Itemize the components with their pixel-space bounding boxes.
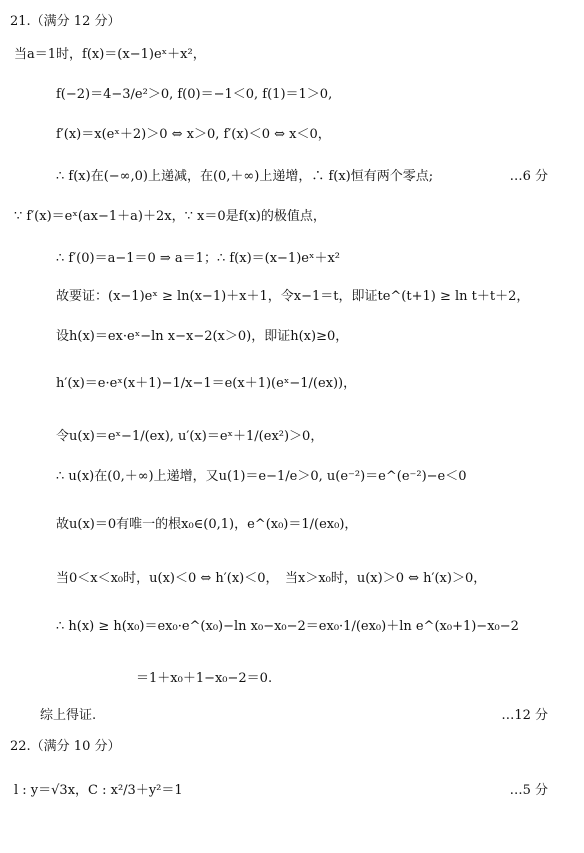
- q21-part1-line1: 当a＝1时，f(x)＝(x−1)eˣ＋x²，: [14, 47, 206, 62]
- q21-line7: 故要证：(x−1)eˣ ≥ ln(x−1)＋x＋1，令x−1＝t，即证te^(t+1) ≥ ln t＋t＋2，: [56, 289, 530, 304]
- q21-line6: ∴ f′(0)＝a−1＝0 ⇒ a＝1；∴ f(x)＝(x−1)eˣ＋x²: [56, 251, 341, 266]
- q21-line9: h′(x)＝e·eˣ(x＋1)−1/x−1＝e(x＋1)(eˣ−1/(ex))，: [56, 376, 357, 391]
- q21-line11: ∴ u(x)在(0,＋∞)上递增，又u(1)＝e−1/e＞0, u(e⁻²)＝e^(e⁻²)−e＜0: [56, 469, 467, 484]
- q21-score-12: …12 分: [501, 708, 548, 723]
- q21-part2-line5: ∵ f′(x)＝eˣ(ax−1＋a)＋2x，∵ x＝0是f(x)的极值点，: [14, 209, 326, 224]
- q21-conclusion: 综上得证.: [40, 708, 97, 723]
- q21-line15: ＝1＋x₀＋1−x₀−2＝0.: [136, 671, 273, 686]
- q21-line13: 当0＜x＜x₀时，u(x)＜0 ⇔ h′(x)＜0， 当x＞x₀时，u(x)＞0 ⇔ h′(x)＞0，: [56, 571, 487, 586]
- q21-line8: 设h(x)＝ex·eˣ−ln x−x−2(x＞0)，即证h(x)≥0，: [56, 329, 349, 344]
- q21-line4: ∴ f(x)在(−∞,0)上递减，在(0,＋∞)上递增，∴ f(x)恒有两个零点;: [56, 169, 434, 184]
- q22-part1-line1: l : y＝√3x，C : x²/3＋y²＝1: [14, 783, 183, 798]
- q21-score-6: …6 分: [509, 169, 548, 184]
- q21-line14: ∴ h(x) ≥ h(x₀)＝ex₀·e^(x₀)−ln x₀−x₀−2＝ex₀·1/(ex₀)＋ln e^(x₀+1)−x₀−2: [56, 619, 519, 634]
- q21-line3: f′(x)＝x(eˣ＋2)＞0 ⇔ x＞0, f′(x)＜0 ⇔ x＜0，: [56, 127, 331, 142]
- q21-line10: 令u(x)＝eˣ−1/(ex), u′(x)＝eˣ＋1/(ex²)＞0，: [56, 429, 324, 444]
- q22-score-5: …5 分: [509, 783, 548, 798]
- q21-line12: 故u(x)＝0有唯一的根x₀∈(0,1)，e^(x₀)＝1/(ex₀)，: [56, 517, 358, 532]
- q22-title: 22.（满分 10 分）: [10, 739, 121, 754]
- q21-line2: f(−2)＝4−3/e²＞0, f(0)＝−1＜0, f(1)＝1＞0,: [56, 87, 333, 102]
- q21-title: 21.（满分 12 分）: [10, 14, 121, 29]
